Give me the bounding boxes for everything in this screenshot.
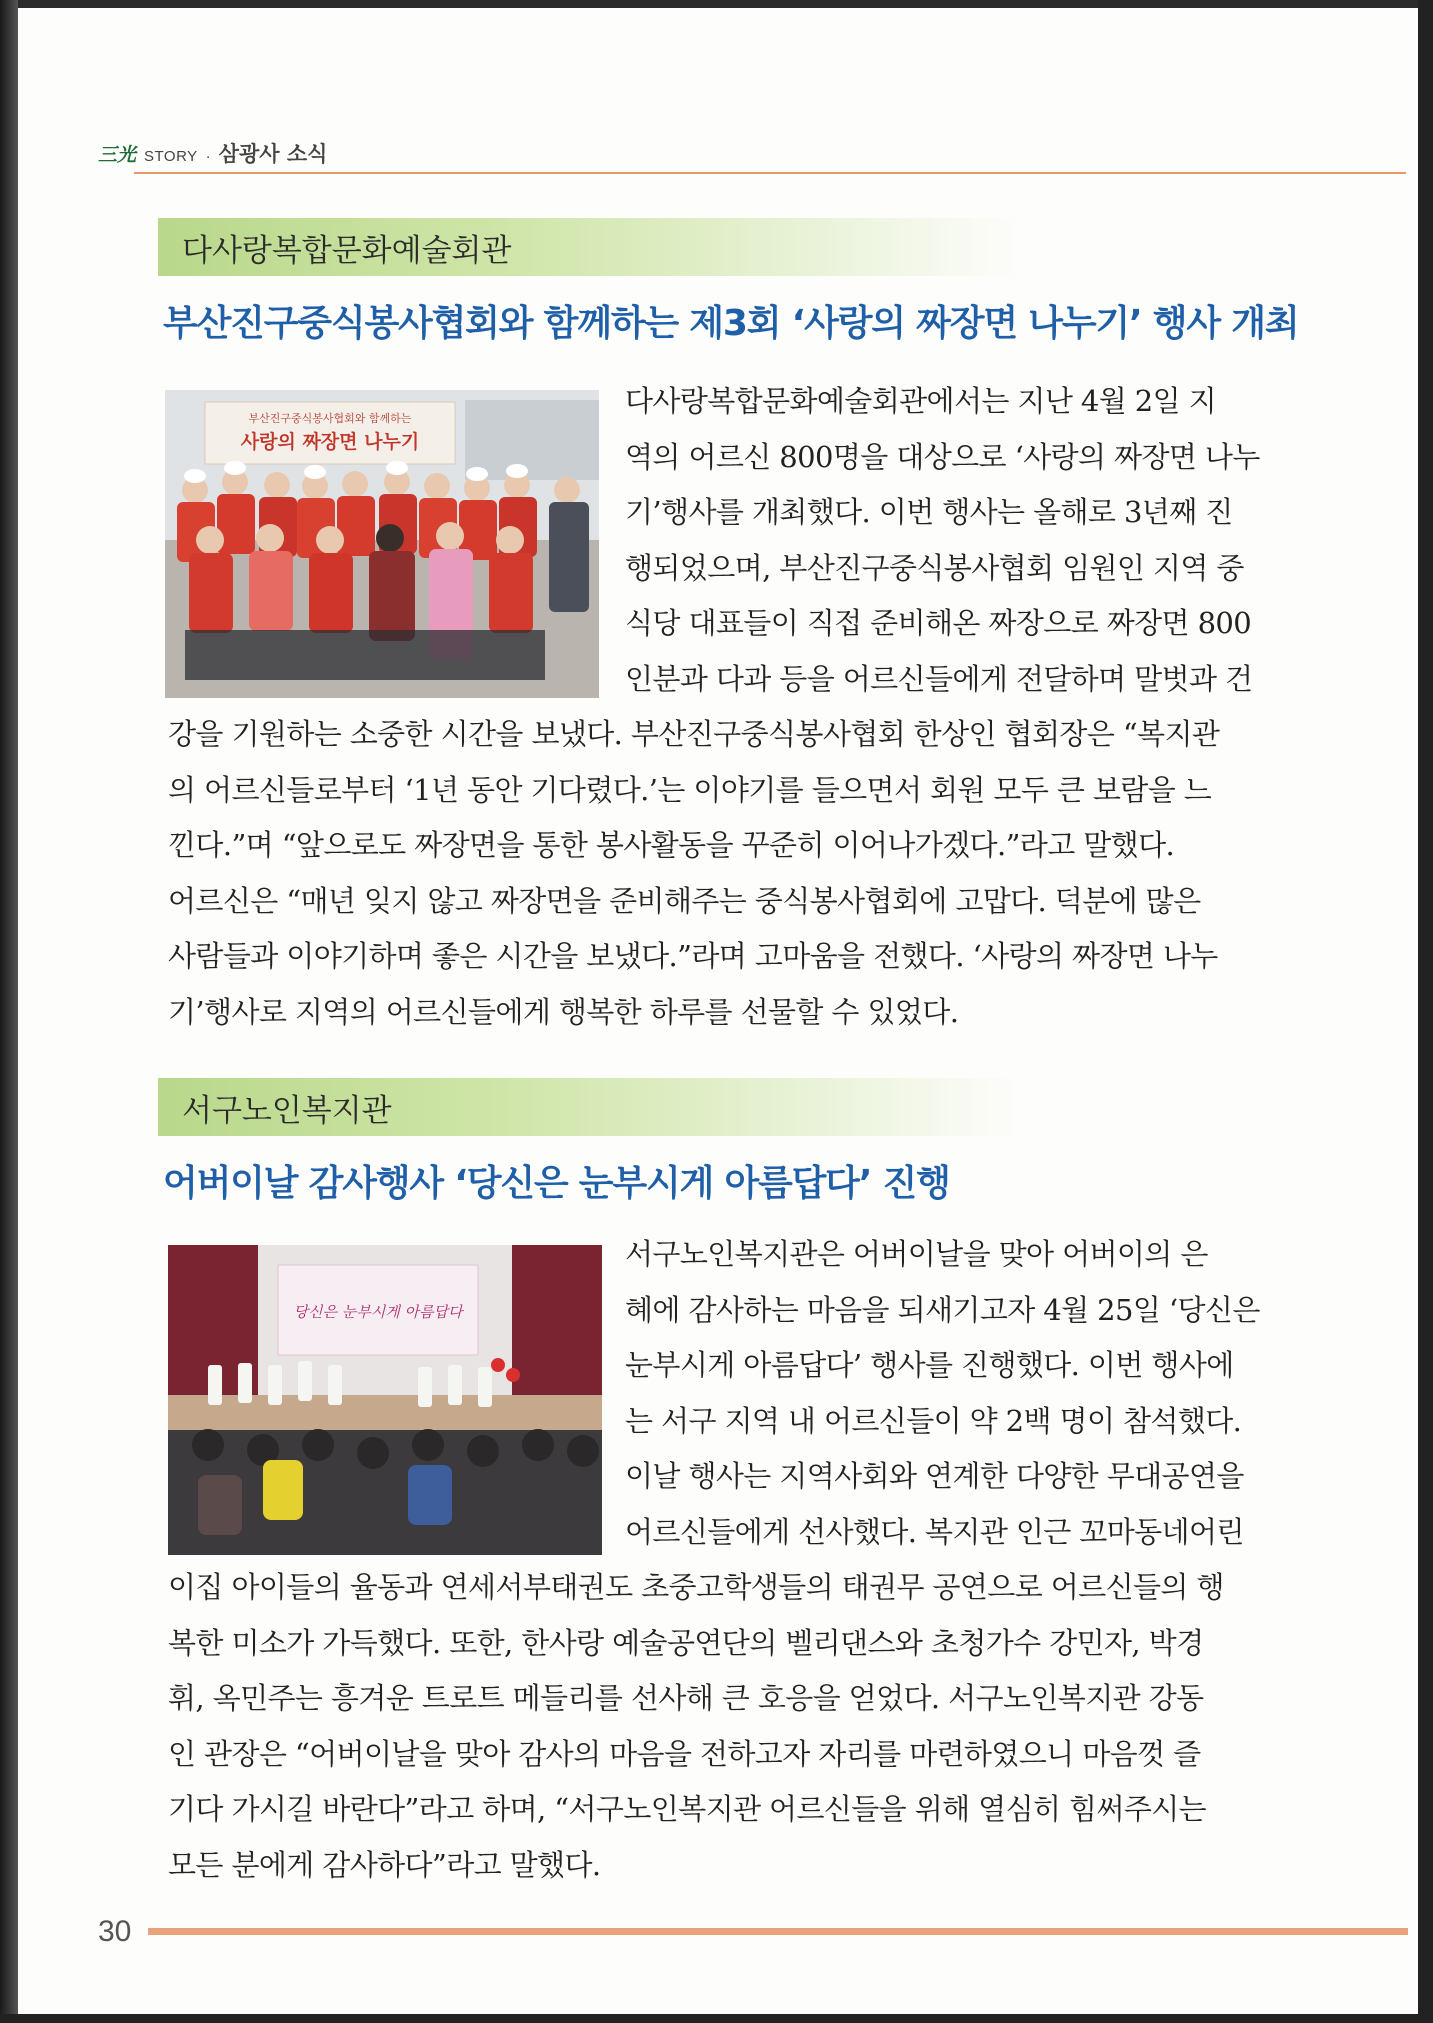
running-header	[98, 138, 327, 168]
text-line: 휘, 옥민주는 흥겨운 트로트 메들리를 선사해 큰 호응을 얻었다. 서구노인복지관 강동	[168, 1681, 1204, 1715]
story-label: STORY	[144, 148, 198, 165]
page-right-edge	[1418, 0, 1433, 2023]
text-line: 이날 행사는 지역사회와 연계한 다양한 무대공연을	[625, 1459, 1244, 1493]
text-line: 어르신은 “매년 잊지 않고 짜장면을 준비해주는 중식봉사협회에 고맙다. 덕분에 많은	[168, 883, 1201, 918]
text-line: 이집 아이들의 율동과 연세서부태권도 초중고학생들의 태권무 공연으로 어르신들의 행	[168, 1570, 1224, 1604]
performance-photo-illustration	[168, 1245, 602, 1555]
text-line: 식당 대표들이 직접 준비해온 짜장으로 짜장면 800	[625, 606, 1252, 640]
text-line: 어르신들에게 선사했다. 복지관 인근 꼬마동네어린	[625, 1514, 1244, 1549]
text-line: 인 관장은 “어버이날을 맞아 감사의 마음을 전하고자 자리를 마련하였으니 마음껏 즐	[168, 1736, 1201, 1771]
article1-category: 다사랑복합문화예술회관	[182, 232, 512, 269]
article2-photo	[168, 1245, 602, 1555]
section-name: 삼광사 소식	[218, 142, 328, 166]
text-line: 행되었으며, 부산진구중식봉사협회 임원인 지역 중	[625, 550, 1244, 585]
text-line: 기다 가시길 바란다”라고 하며, “서구노인복지관 어르신들을 위해 열심히 힘써주시는	[168, 1792, 1207, 1826]
text-line: 기’행사를 개최했다. 이번 행사는 올해로 3년째 진	[625, 495, 1233, 529]
text-line: 복한 미소가 가득했다. 또한, 한사랑 예술공연단의 벨리댄스와 초청가수 강민자, 박경	[168, 1625, 1204, 1660]
group-photo-illustration	[165, 390, 599, 698]
header-separator: ·	[205, 148, 211, 165]
article2-category-band	[158, 1078, 1018, 1136]
banner-subtitle: 부산진구중식봉사협회와 함께하는	[248, 412, 412, 425]
text-line: 기’행사로 지역의 어르신들에게 행복한 하루를 선물할 수 있었다.	[168, 994, 959, 1029]
page-gutter-shadow	[0, 0, 18, 2023]
stage-banner-title: 당신은 눈부시게 아름답다	[293, 1303, 463, 1321]
footer-rule	[148, 1928, 1408, 1935]
article1-category-band	[158, 218, 1018, 276]
page-bottom-edge	[0, 2014, 1433, 2023]
text-line: 강을 기원하는 소중한 시간을 보냈다. 부산진구중식봉사협회 한상인 협회장은 “복지관	[168, 717, 1220, 751]
header-rule	[134, 172, 1406, 174]
text-line: 혜에 감사하는 마음을 되새기고자 4월 25일 ‘당신은	[625, 1292, 1260, 1327]
text-line: 다사랑복합문화예술회관에서는 지난 4월 2일 지	[625, 384, 1217, 418]
article1-text-narrow	[625, 374, 1260, 707]
banner-title: 사랑의 짜장면 나누기	[240, 431, 420, 453]
article1-text-wide	[168, 707, 1219, 1040]
text-line: 는 서구 지역 내 어르신들이 약 2백 명이 참석했다.	[625, 1403, 1242, 1438]
text-line: 역의 어르신 800명을 대상으로 ‘사랑의 짜장면 나누	[625, 439, 1260, 474]
samgwang-logo: 三光	[98, 144, 137, 166]
text-line: 서구노인복지관은 어버이날을 맞아 어버이의 은	[625, 1237, 1208, 1271]
text-line: 눈부시게 아름답다’ 행사를 진행했다. 이번 행사에	[625, 1348, 1234, 1382]
text-line: 낀다.”며 “앞으로도 짜장면을 통한 봉사활동을 꾸준히 이어나가겠다.”라고 말했다.	[168, 828, 1175, 862]
article1-headline: 부산진구중식봉사협회와 함께하는 제3회 ‘사랑의 짜장면 나누기’ 행사 개최	[163, 303, 1299, 344]
text-line: 사람들과 이야기하며 좋은 시간을 보냈다.”라며 고마움을 전했다. ‘사랑의 짜장면 나누	[168, 939, 1218, 973]
text-line: 인분과 다과 등을 어르신들에게 전달하며 말벗과 건	[625, 661, 1253, 696]
text-line: 의 어르신들로부터 ‘1년 동안 기다렸다.’는 이야기를 들으면서 회원 모두 큰 보람을 느	[168, 772, 1212, 807]
text-line: 모든 분에게 감사하다”라고 말했다.	[168, 1847, 601, 1882]
page-number: 30	[98, 1915, 132, 1948]
article2-text-narrow	[625, 1227, 1260, 1560]
article2-text-wide	[168, 1560, 1224, 1893]
article2-category: 서구노인복지관	[182, 1092, 392, 1129]
article2-headline: 어버이날 감사행사 ‘당신은 눈부시게 아름답다’ 진행	[163, 1163, 950, 1204]
article1-photo	[165, 390, 599, 698]
